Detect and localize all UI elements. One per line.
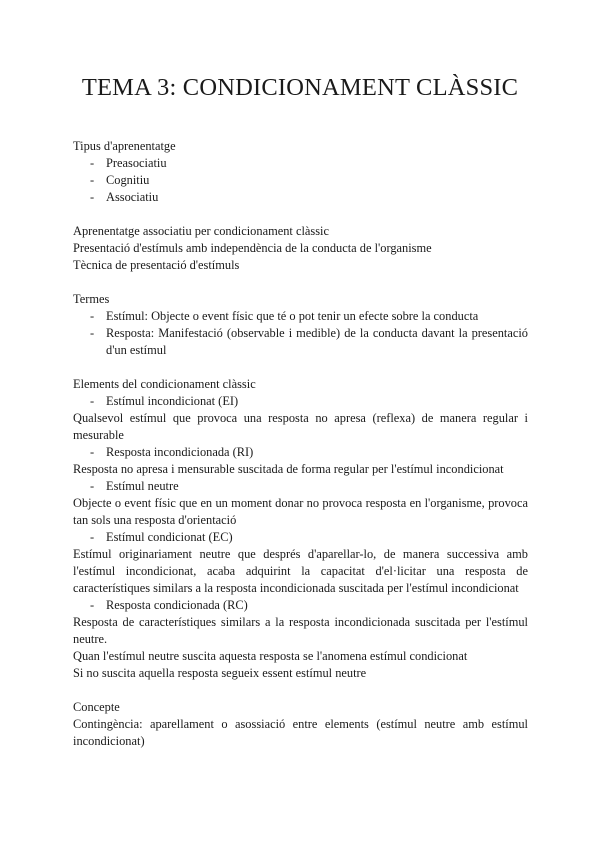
list-item-text: Preasociatiu xyxy=(106,156,167,170)
element-title-ec: Estímul condicionat (EC) xyxy=(106,530,233,544)
list-item xyxy=(73,597,528,614)
bullet-dash: - xyxy=(90,530,95,544)
section-termes xyxy=(73,291,528,359)
list-item xyxy=(73,393,528,410)
section-heading: Elements del condicionament clàssic xyxy=(73,377,256,391)
list-item-text: Cognitiu xyxy=(106,173,150,187)
list-item xyxy=(73,308,528,325)
section-elements xyxy=(73,376,528,682)
bullet-dash: - xyxy=(90,598,95,612)
bullet-dash: - xyxy=(90,190,95,204)
paragraph: Quan l'estímul neutre suscita aquesta resposta se l'anomena estímul condicionat xyxy=(73,649,468,663)
list-item-text: Estímul: Objecte o event físic que té o pot tenir un efecte sobre la conducta xyxy=(106,309,479,323)
bullet-dash: - xyxy=(90,479,95,493)
bullet-dash: - xyxy=(90,156,95,170)
page-title: TEMA 3: CONDICIONAMENT CLÀSSIC xyxy=(81,74,519,101)
section-heading: Tipus d'aprenentatge xyxy=(73,139,176,153)
bullet-dash: - xyxy=(90,394,95,408)
bullet-dash: - xyxy=(90,309,95,323)
section-concepte xyxy=(73,699,528,750)
document-body xyxy=(73,138,528,767)
section-aprenentatge xyxy=(73,223,528,274)
list-item xyxy=(73,478,528,495)
bullet-dash: - xyxy=(90,445,95,459)
element-text-ri: Resposta no apresa i mensurable suscitada de forma regular per l'estímul incondicionat xyxy=(73,462,504,476)
element-text-ei: Qualsevol estímul que provoca una resposta no apresa (reflexa) de manera regular i mesurable xyxy=(73,411,528,442)
bullet-dash: - xyxy=(90,326,95,340)
element-text-ec: Estímul originariament neutre que després d'aparellar-lo, de manera successiva amb l'estímul incondicionat, acaba adquirint la capacitat d'el·licitar una resposta de característiques similars a la resposta incondicionada suscitada per l'estímul incondicionat xyxy=(73,547,528,595)
list-item-text: Resposta: Manifestació (observable i medible) de la conducta davant la presentació d'un estímul xyxy=(106,326,528,357)
list-item xyxy=(73,189,528,206)
list-item xyxy=(73,155,528,172)
paragraph: Aprenentatge associatiu per condicionament clàssic xyxy=(73,224,329,238)
paragraph: Tècnica de presentació d'estímuls xyxy=(73,258,240,272)
section-heading: Concepte xyxy=(73,700,120,714)
section-tipus xyxy=(73,138,528,206)
paragraph: Si no suscita aquella resposta segueix essent estímul neutre xyxy=(73,666,367,680)
section-heading: Termes xyxy=(73,292,110,306)
list-item xyxy=(73,325,528,359)
element-title-rc: Resposta condicionada (RC) xyxy=(106,598,248,612)
list-item xyxy=(73,444,528,461)
list-item xyxy=(73,172,528,189)
bullet-dash: - xyxy=(90,173,95,187)
paragraph: Presentació d'estímuls amb independència de la conducta de l'organisme xyxy=(73,241,432,255)
list-item-text: Associatiu xyxy=(106,190,159,204)
element-title-ei: Estímul incondicionat (EI) xyxy=(106,394,239,408)
element-title-en: Estímul neutre xyxy=(106,479,179,493)
paragraph: Contingència: aparellament o asossiació entre elements (estímul neutre amb estímul incondicionat) xyxy=(73,717,528,748)
element-text-rc: Resposta de característiques similars a la resposta incondicionada suscitada per l'estímul neutre. xyxy=(73,615,528,646)
element-title-ri: Resposta incondicionada (RI) xyxy=(106,445,254,459)
list-item xyxy=(73,529,528,546)
element-text-en: Objecte o event físic que en un moment donar no provoca resposta en l'organisme, provoca tan sols una resposta d'orientació xyxy=(73,496,528,527)
